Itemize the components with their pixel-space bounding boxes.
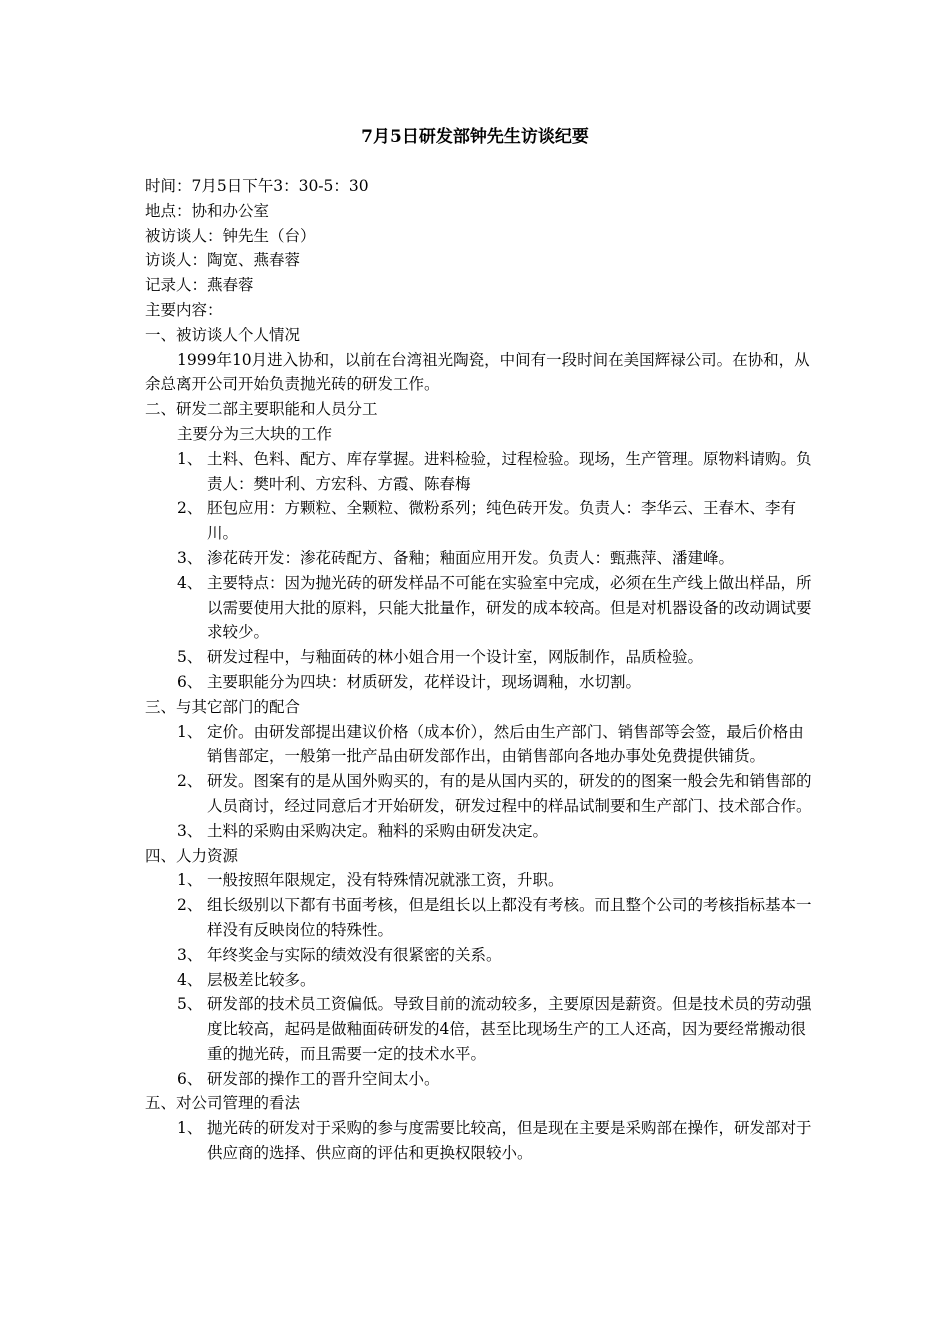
list-item-text: 研发过程中，与釉面砖的林小姐合用一个设计室，网版制作，品质检验。: [207, 648, 704, 667]
list-item-number: 1、: [177, 722, 203, 741]
list-item: [145, 447, 813, 497]
list-item: [145, 1116, 813, 1166]
list-item: [145, 893, 813, 943]
list-item-text: 组长级别以下都有书面考核，但是组长以上都没有考核。而且整个公司的考核指标基本一样没有反映岗位的特殊性。: [207, 896, 812, 939]
section-subintro: 主要分为三大块的工作: [177, 424, 333, 443]
section-heading: 三、与其它部门的配合: [145, 697, 301, 716]
meta-interviewers: 访谈人：陶宽、燕春蓉: [145, 251, 301, 270]
list-item-text: 胚包应用：方颗粒、全颗粒、微粉系列；纯色砖开发。负责人：李华云、王春木、李有川。: [207, 499, 797, 543]
list-item-number: 3、: [177, 945, 203, 964]
list-item: [145, 868, 813, 893]
list-item-number: 5、: [177, 995, 203, 1014]
list-item: [145, 720, 813, 770]
list-item-text: 一般按照年限规定，没有特殊情况就涨工资，升职。: [207, 871, 564, 890]
list-item-number: 5、: [177, 648, 203, 667]
section-heading: 二、研发二部主要职能和人员分工: [145, 400, 378, 419]
list-item: [145, 571, 813, 645]
list-item-text: 主要特点：因为抛光砖的研发样品不可能在实验室中完成，必须在生产线上做出样品，所以需要使用大批的原料，只能大批量作，研发的成本较高。但是对机器设备的改动调试要求较少。: [207, 573, 812, 642]
meta-interviewee: 被访谈人：钟先生（台）: [145, 226, 316, 245]
list-item: [145, 819, 813, 844]
list-item-number: 1、: [177, 449, 203, 468]
list-item-number: 4、: [177, 573, 203, 592]
list-item-number: 4、: [177, 970, 203, 989]
meta-main-content-label: 主要内容：: [145, 300, 223, 319]
list-item: [145, 1067, 813, 1092]
list-item-text: 土料、色料、配方、库存掌握。进料检验，过程检验。现场，生产管理。原物料请购。负责人：樊叶利、方宏科、方霞、陈春梅: [207, 449, 812, 493]
list-item-text: 定价。由研发部提出建议价格（成本价），然后由生产部门、销售部等会签，最后价格由销售部定，一般第一批产品由研发部作出，由销售部向各地办事处免费提供铺货。: [207, 722, 804, 766]
list-item: [145, 670, 813, 695]
list-item-number: 6、: [177, 1069, 203, 1088]
list-item: [145, 645, 813, 670]
list-item-text: 土料的采购由采购决定。釉料的采购由研发决定。: [207, 821, 549, 840]
section-heading: 四、人力资源: [145, 846, 239, 865]
list-item-number: 2、: [177, 772, 203, 791]
list-item-number: 2、: [177, 896, 203, 915]
list-item-text: 研发。图案有的是从国外购买的，有的是从国内买的，研发的的图案一般会先和销售部的人员商讨，经过同意后才开始研发，研发过程中的样品试制要和生产部门、技术部合作。: [207, 772, 812, 815]
list-item: [145, 546, 813, 571]
list-item: [145, 968, 813, 993]
list-item-number: 6、: [177, 672, 203, 691]
list-item-number: 2、: [177, 499, 203, 518]
section-paragraph: 1999年10月进入协和，以前在台湾祖光陶瓷，中间有一段时间在美国辉禄公司。在协和，从余总离开公司开始负责抛光砖的研发工作。: [145, 350, 810, 394]
meta-recorder: 记录人：燕春蓉: [145, 276, 254, 295]
list-item-text: 研发部的技术员工资偏低。导致目前的流动较多，主要原因是薪资。但是技术员的劳动强度比较高，起码是做釉面砖研发的4倍，甚至比现场生产的工人还高，因为要经常搬动很重的抛光砖，而且需要一定的技术水平。: [207, 995, 812, 1063]
list-item-text: 抛光砖的研发对于采购的参与度需要比较高，但是现在主要是采购部在操作，研发部对于供应商的选择、供应商的评估和更换权限较小。: [207, 1119, 812, 1163]
meta-location: 地点：协和办公室: [145, 201, 270, 220]
list-item-number: 1、: [177, 871, 203, 890]
list-item-text: 主要职能分为四块：材质研发，花样设计，现场调釉，水切割。: [207, 672, 642, 691]
document-body: [145, 174, 813, 1166]
document-title: 7月5日研发部钟先生访谈纪要: [361, 127, 589, 147]
list-item-number: 3、: [177, 821, 203, 840]
list-item-number: 3、: [177, 548, 203, 567]
list-item-number: 1、: [177, 1119, 203, 1138]
list-item-text: 渗花砖开发：渗花砖配方、备釉；釉面应用开发。负责人：甄燕萍、潘建峰。: [207, 548, 735, 567]
section-heading: 一、被访谈人个人情况: [145, 325, 301, 344]
list-item-text: 年终奖金与实际的绩效没有很紧密的关系。: [207, 945, 502, 964]
list-item-text: 层极差比较多。: [207, 970, 316, 989]
list-item-text: 研发部的操作工的晋升空间太小。: [207, 1069, 440, 1088]
list-item: [145, 943, 813, 968]
list-item: [145, 496, 813, 546]
list-item: [145, 769, 813, 819]
section-heading: 五、对公司管理的看法: [145, 1094, 301, 1113]
list-item: [145, 992, 813, 1066]
meta-time: 时间：7月5日下午3：30-5：30: [145, 177, 369, 195]
